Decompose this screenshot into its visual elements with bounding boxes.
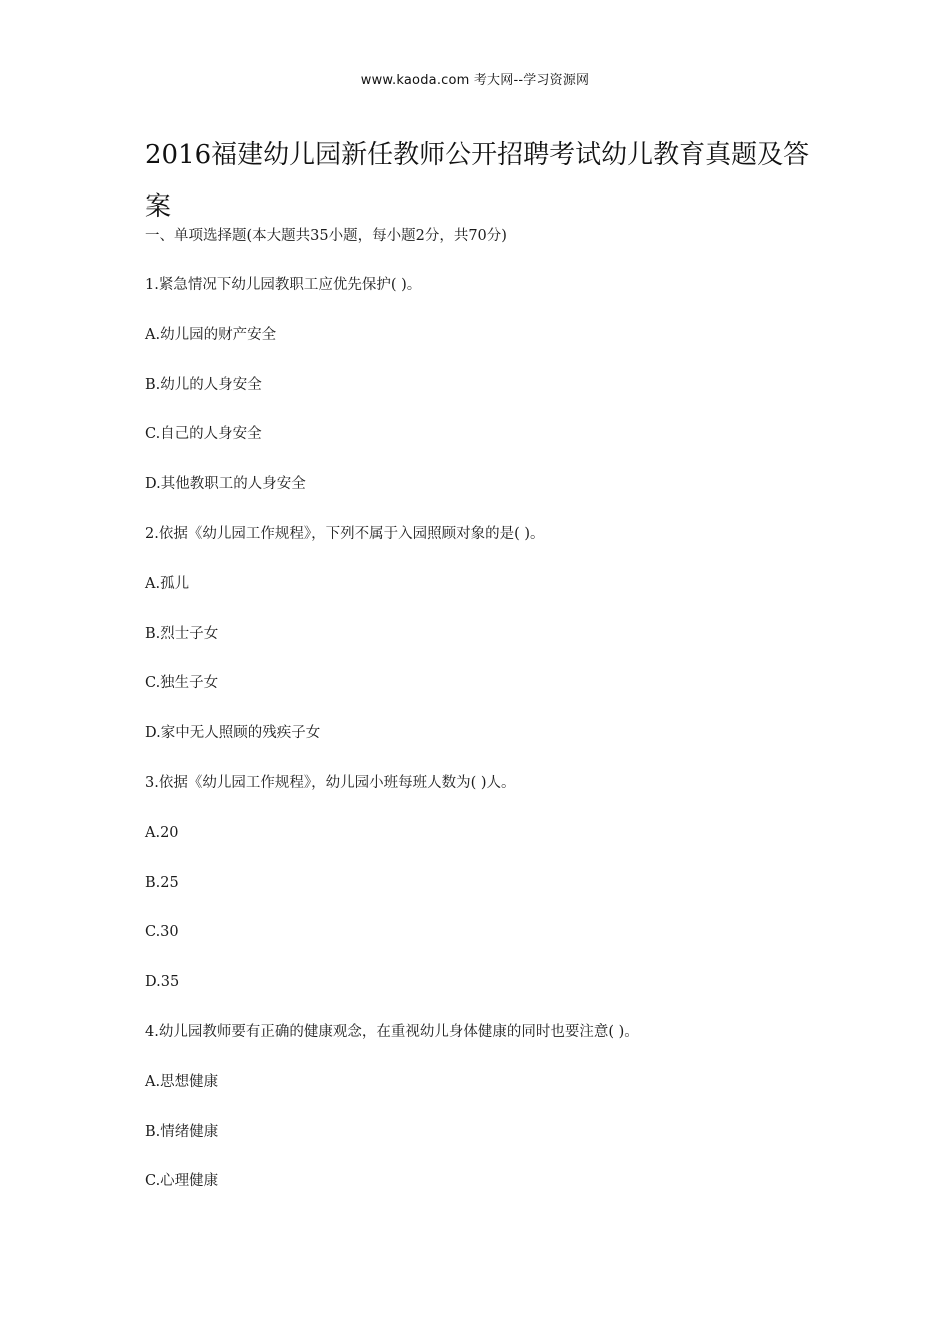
answer-option: D.35 [145,974,180,991]
question-list [145,273,805,1219]
question-line: 3.依据《幼儿园工作规程》，幼儿园小班每班人数为( )人。 [145,774,516,791]
answer-option: A.孤儿 [145,575,190,592]
answer-option: D.其他教职工的人身安全 [145,476,306,493]
answer-option: C.心理健康 [145,1173,219,1190]
question-line: 2.依据《幼儿园工作规程》，下列不属于入园照顾对象的是( )。 [145,525,545,542]
answer-option: A.20 [145,824,179,841]
answer-option: C.自己的人身安全 [145,426,262,443]
site-header: www.kaoda.com 考大网--学习资源网 [360,73,590,88]
document-title: 2016福建幼儿园新任教师公开招聘考试幼儿教育真题及答案 [145,140,810,222]
answer-option: C.独生子女 [145,675,219,692]
answer-option: B.幼儿的人身安全 [145,376,262,393]
section-heading: 一、单项选择题(本大题共35小题，每小题2分，共70分) [145,228,507,244]
answer-option: D.家中无人照顾的残疾子女 [145,725,321,742]
answer-option: A.幼儿园的财产安全 [145,326,277,343]
question-line: 1.紧急情况下幼儿园教职工应优先保护( )。 [145,277,422,293]
answer-option: B.烈士子女 [145,625,219,642]
answer-option: B.情绪健康 [145,1123,219,1140]
answer-option: C.30 [145,924,179,941]
question-line: 4.幼儿园教师要有正确的健康观念，在重视幼儿身体健康的同时也要注意( )。 [145,1023,639,1040]
answer-option: A.思想健康 [145,1073,219,1090]
answer-option: B.25 [145,874,179,891]
